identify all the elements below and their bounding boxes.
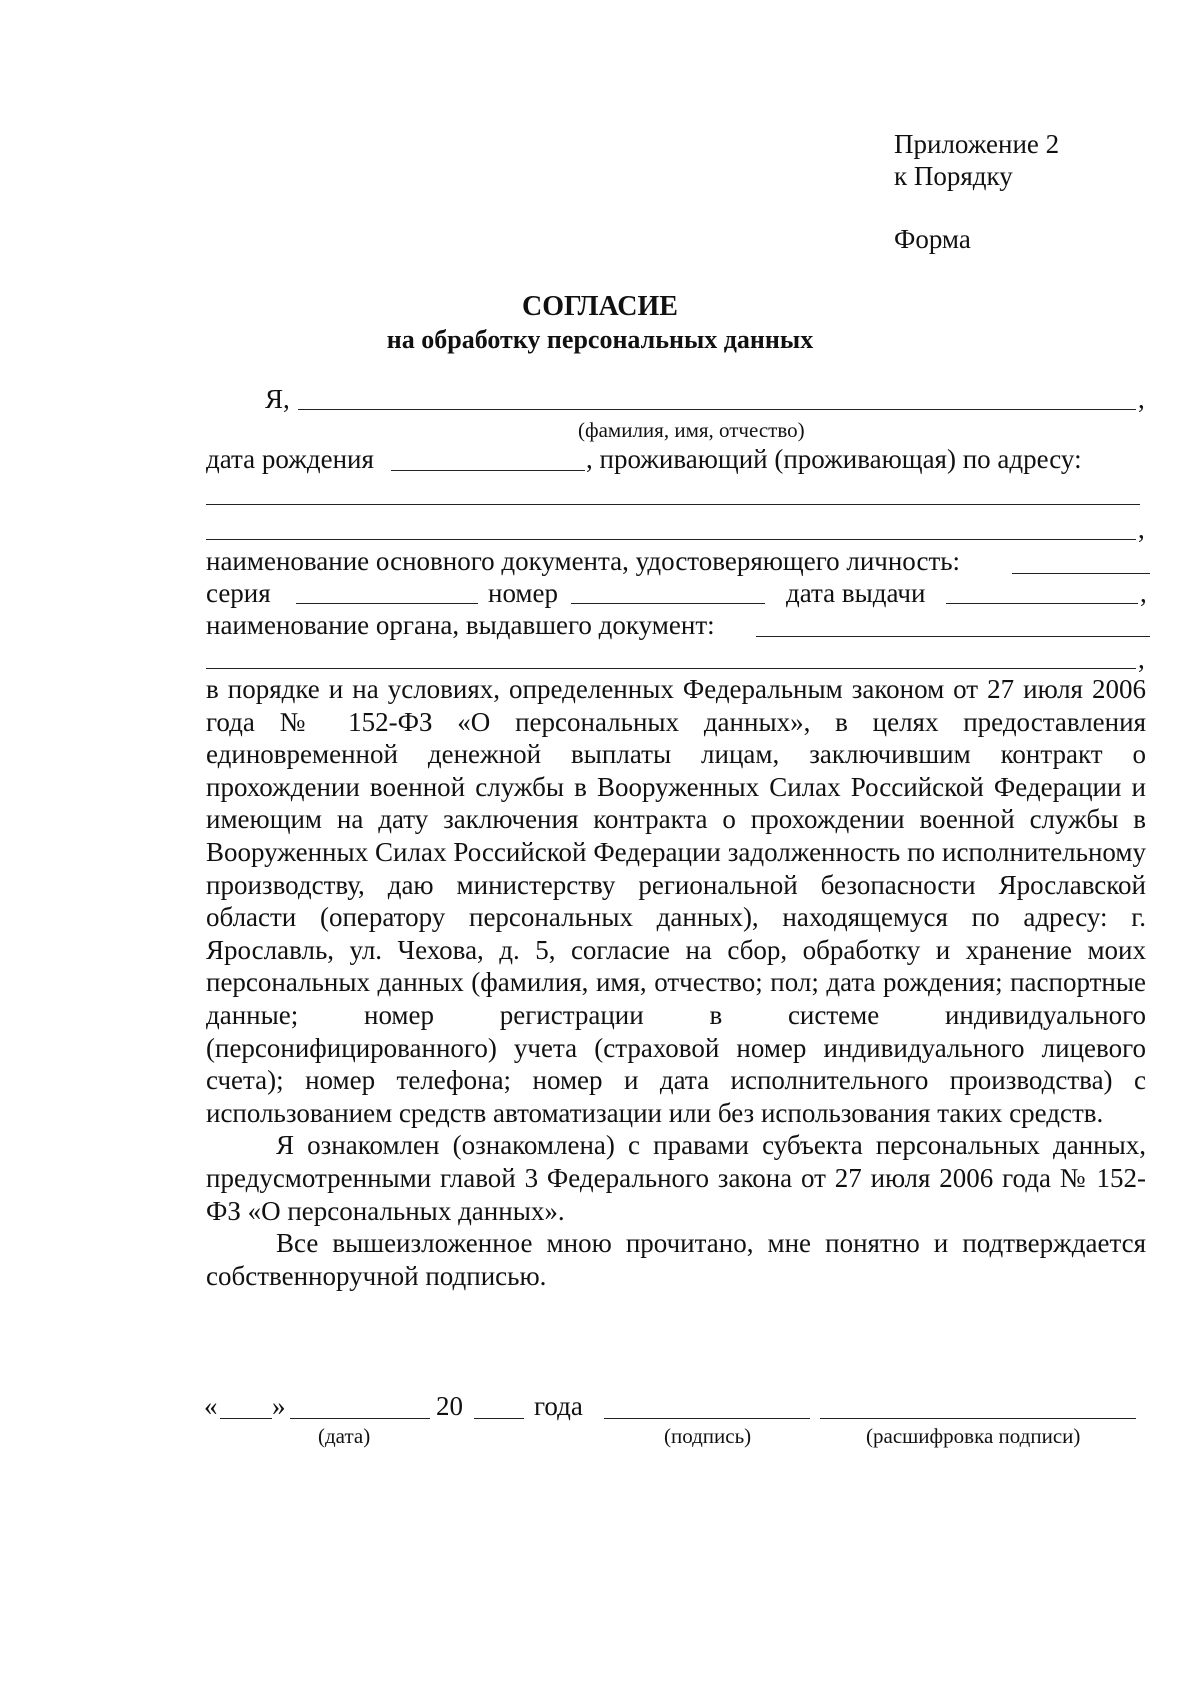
- address-comma: ,: [1138, 514, 1145, 544]
- confirmation-paragraph: Все вышеизложенное мною прочитано, мне понятно и подтверждается собственноручной подписью.: [206, 1228, 1146, 1291]
- i-label: Я,: [265, 384, 290, 414]
- consent-paragraph-main: в порядке и на условиях, определенных Федеральным законом от 27 июля 2006 года № 152-ФЗ «О персональных данных», в целях предоставления единовременной денежной выплаты лицам, заключившим контракт о прохождении военной службы в Вооруженных Силах Российской Федерации и имеющим на дату заключения контракта о прохождении военной службы в Вооруженных Силах Российской Федерации задолженность по исполнительному производству, даю министерству региональной безопасности Ярославской области (оператору персональных данных), находящемуся по адресу: г. Ярославль, ул. Чехова, д. 5, согласие на сбор, обработку и хранение моих персональных данных (фамилия, имя, отчество; пол; дата рождения; паспортные данные; номер регистрации в системе индивидуального (персонифицированного) учета (страховой номер индивидуального лицевого счета); номер телефона; номер и дата исполнительного производства) с использованием средств автоматизации или без использования таких средств.: [206, 674, 1146, 1128]
- fio-comma: ,: [1138, 384, 1145, 414]
- authority-comma: ,: [1138, 644, 1145, 674]
- address-input-line-2[interactable]: [206, 539, 1136, 540]
- month-input-line[interactable]: [290, 1418, 430, 1419]
- date-caption: (дата): [318, 1424, 371, 1448]
- series-input-line[interactable]: [296, 603, 478, 604]
- birth-date-label: дата рождения: [206, 444, 374, 474]
- document-subtitle: на обработку персональных данных: [386, 325, 814, 354]
- residing-label: , проживающий (проживающая) по адресу:: [586, 444, 1082, 474]
- authority-input-line-1[interactable]: [756, 636, 1150, 637]
- document-type-input-line[interactable]: [1012, 573, 1150, 574]
- fio-caption: (фамилия, имя, отчество): [578, 418, 805, 442]
- year-input-line[interactable]: [474, 1418, 524, 1419]
- appendix-label: Приложение 2: [894, 129, 1060, 159]
- issue-date-label: дата выдачи: [786, 578, 926, 608]
- year-prefix: 20: [436, 1391, 463, 1421]
- signature-caption: (подпись): [664, 1424, 752, 1448]
- form-label: Форма: [894, 224, 971, 254]
- series-label: серия: [206, 578, 271, 608]
- document-title: СОГЛАСИЕ: [522, 291, 678, 322]
- signature-decode-caption: (расшифровка подписи): [866, 1424, 1081, 1448]
- birth-date-input-line[interactable]: [391, 470, 585, 471]
- year-suffix: года: [534, 1391, 583, 1421]
- day-input-line[interactable]: [220, 1418, 272, 1419]
- number-input-line[interactable]: [571, 603, 765, 604]
- rights-acknowledgement-paragraph: Я ознакомлен (ознакомлена) с правами субъекта персональных данных, предусмотренными главой 3 Федерального закона от 27 июля 2006 года № 152-ФЗ «О персональных данных».: [206, 1130, 1146, 1226]
- date-close-quote: »: [272, 1391, 286, 1421]
- issue-date-comma: ,: [1140, 578, 1147, 608]
- consent-body: [206, 673, 1146, 1292]
- signature-input-line[interactable]: [604, 1418, 810, 1419]
- date-open-quote: «: [204, 1391, 218, 1421]
- issue-date-input-line[interactable]: [946, 603, 1138, 604]
- order-reference: к Порядку: [894, 161, 1013, 191]
- fio-input-line[interactable]: [298, 409, 1136, 410]
- signature-decode-input-line[interactable]: [820, 1418, 1136, 1419]
- number-label: номер: [488, 578, 559, 608]
- authority-label: наименование органа, выдавшего документ:: [206, 610, 715, 640]
- address-input-line-1[interactable]: [206, 504, 1140, 505]
- authority-input-line-2[interactable]: [206, 668, 1136, 669]
- document-type-label: наименование основного документа, удостоверяющего личность:: [206, 546, 961, 576]
